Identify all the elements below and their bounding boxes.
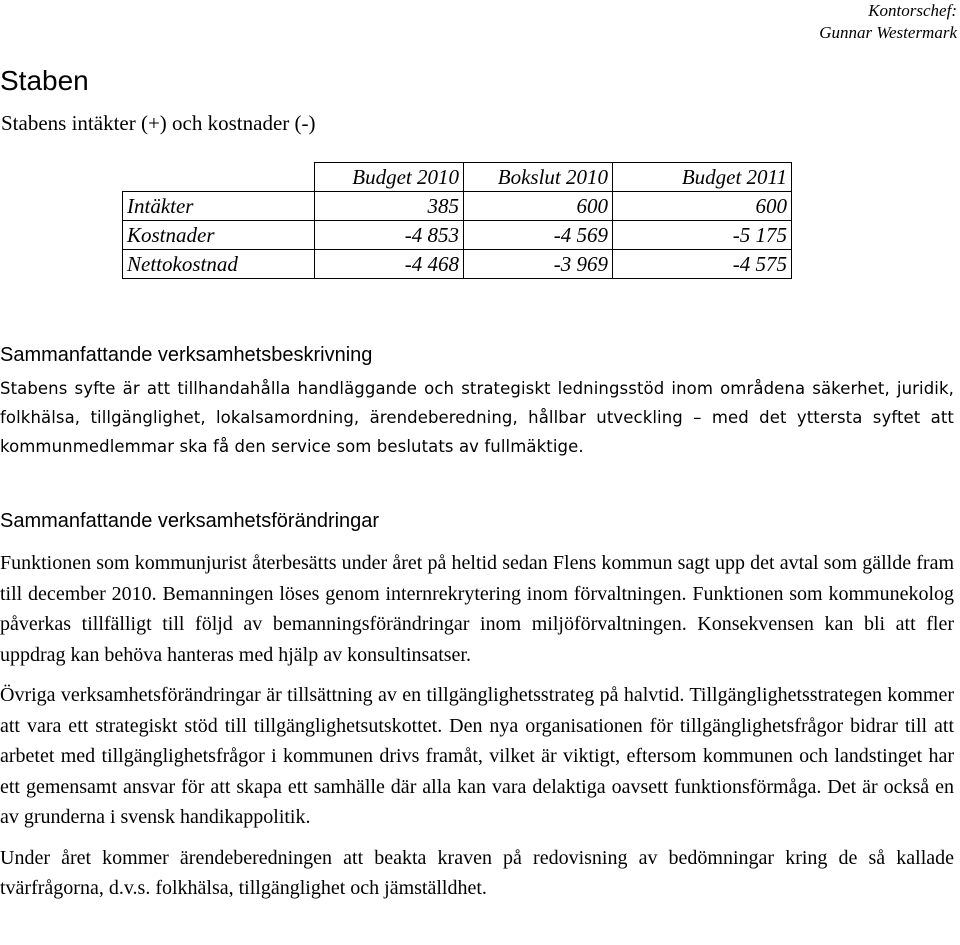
table-cell: 600 — [464, 192, 613, 221]
summary-section — [0, 342, 954, 461]
row-label: Nettokostnad — [123, 250, 315, 279]
summary-text: Stabens syfte är att tillhandahålla handläggande och strategiskt ledningsstöd inom områdena säkerhet, juridik, folkhälsa, tillgänglighet, lokalsamordning, ärendeberedning, hållbar utveckling – med det yttersta syftet att kommunmedlemmar ska få den service som beslutats av fullmäktige. — [0, 379, 954, 456]
finance-table — [122, 162, 792, 279]
table-header-cell: Bokslut 2010 — [464, 163, 613, 192]
table-row — [123, 221, 792, 250]
changes-paragraph: Under året kommer ärendeberedningen att beakta kraven på redovisning av bedömningar kring de så kallade tvärfrågorna, d.v.s. folkhälsa, tillgänglighet och jämställdhet. — [0, 846, 954, 899]
page-subtitle: Stabens intäkter (+) och kostnader (-) — [1, 111, 316, 135]
table-row — [123, 250, 792, 279]
summary-heading: Sammanfattande verksamhetsbeskrivning — [0, 344, 373, 366]
table-header-cell: Budget 2010 — [315, 163, 464, 192]
row-label: Intäkter — [123, 192, 315, 221]
table-header-cell: Budget 2011 — [613, 163, 792, 192]
table-header-cell — [123, 163, 315, 192]
table-cell: -4 853 — [315, 221, 464, 250]
header-role: Kontorschef: — [868, 1, 957, 20]
table-cell: 600 — [613, 192, 792, 221]
row-label: Kostnader — [123, 221, 315, 250]
changes-heading: Sammanfattande verksamhetsförändringar — [0, 510, 380, 532]
changes-paragraph: Funktionen som kommunjurist återbesätts under året på heltid sedan Flens kommun sagt upp det avtal som gällde fram till december 2010. Bemanningen löses genom internrekrytering inom förvaltningen. Funktionen som kommunekolog påverkas tillfälligt till följd av bemanningsförändringar inom miljöförvaltningen. Konsekvensen kan bli att fler uppdrag kan behöva hanteras med hjälp av konsultinsatser. — [0, 552, 954, 666]
changes-paragraph: Övriga verksamhetsförändringar är tillsättning av en tillgänglighetsstrateg på halvtid. Tillgänglighetsstrategen kommer att vara ett strategiskt stöd till tillgänglighetsutskottet. Den nya organisationen för tillgänglighetsfrågor bidrar till att arbetet med tillgänglighetsfrågor i kommunen drivs framåt, vilket är viktigt, eftersom kommunen och landstinget har ett gemensamt ansvar för att skapa ett samhälle där alla kan vara delaktiga oavsett funktionsförmåga. Det är också en av grunderna i svensk handikappolitik. — [0, 684, 954, 828]
page-title: Staben — [0, 65, 89, 96]
header-name: Gunnar Westermark — [819, 23, 957, 42]
table-cell: 385 — [315, 192, 464, 221]
changes-section — [0, 508, 954, 904]
page-header — [819, 0, 957, 44]
table-header-row — [123, 163, 792, 192]
table-row — [123, 192, 792, 221]
table-cell: -5 175 — [613, 221, 792, 250]
table-cell: -4 468 — [315, 250, 464, 279]
table-cell: -4 569 — [464, 221, 613, 250]
table-cell: -3 969 — [464, 250, 613, 279]
table-cell: -4 575 — [613, 250, 792, 279]
